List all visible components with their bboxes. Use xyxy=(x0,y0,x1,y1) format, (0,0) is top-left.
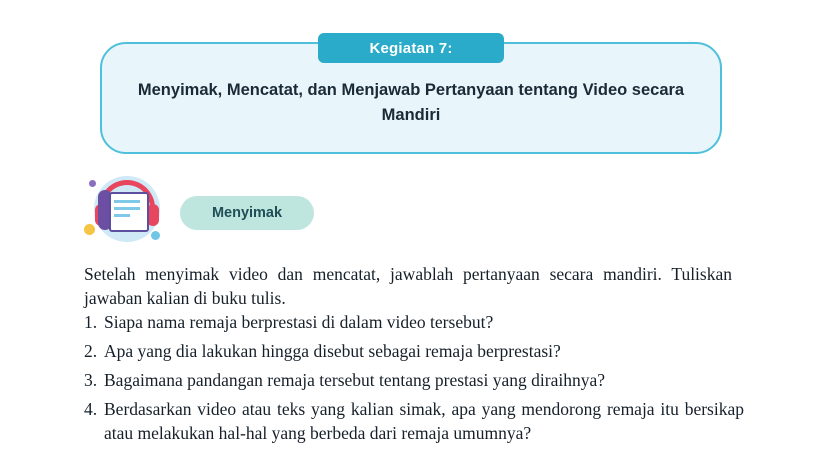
decorative-dot-purple xyxy=(89,180,96,187)
question-number: 4. xyxy=(84,399,98,419)
question-text: Berdasarkan video atau teks yang kalian simak, apa yang mendorong remaja itu bersikap atau melakukan hal-hal yang berbeda dari remaja umumnya? xyxy=(104,399,744,443)
question-number: 3. xyxy=(84,370,98,390)
activity-badge-label: Kegiatan 7: xyxy=(369,39,453,57)
list-item xyxy=(84,310,744,334)
book-line xyxy=(114,214,130,217)
book-line xyxy=(114,207,140,210)
decorative-dot-yellow xyxy=(84,224,95,235)
question-text: Siapa nama remaja berprestasi di dalam video tersebut? xyxy=(104,312,494,332)
list-item xyxy=(84,397,744,445)
activity-title: Menyimak, Mencatat, dan Menjawab Pertanyaan tentang Video secara Mandiri xyxy=(137,81,685,124)
book-icon xyxy=(109,192,149,232)
question-number: 2. xyxy=(84,341,98,361)
list-item xyxy=(84,368,744,392)
list-item xyxy=(84,339,744,363)
intro-paragraph: Setelah menyimak video dan mencatat, jawablah pertanyaan secara mandiri. Tuliskan jawaban kalian di buku tulis. xyxy=(84,264,732,308)
book-line xyxy=(114,200,140,203)
decorative-dot-blue xyxy=(151,231,160,240)
section-pill xyxy=(180,196,314,230)
question-list xyxy=(84,310,744,450)
question-number: 1. xyxy=(84,312,98,332)
question-text: Apa yang dia lakukan hingga disebut sebagai remaja berprestasi? xyxy=(104,341,561,361)
headphones-book-illustration-icon xyxy=(78,174,170,248)
activity-badge xyxy=(318,33,504,63)
question-text: Bagaimana pandangan remaja tersebut tentang prestasi yang diraihnya? xyxy=(104,370,605,390)
section-pill-label: Menyimak xyxy=(211,205,283,221)
